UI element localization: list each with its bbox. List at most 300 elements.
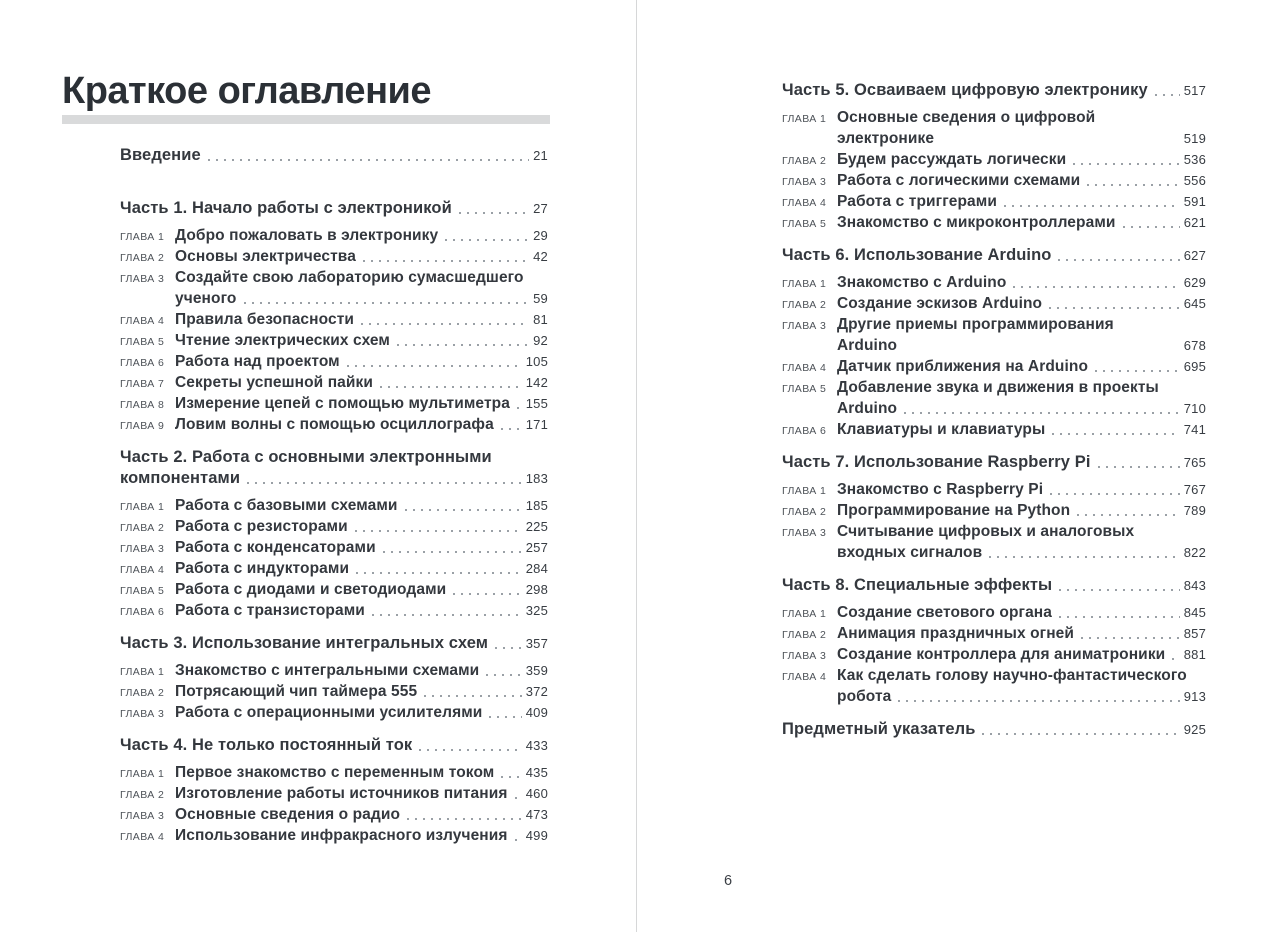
dot-leader	[1004, 205, 1180, 207]
chapter-list	[782, 602, 1206, 707]
chapter-title: Клавиатуры и клавиатуры	[837, 421, 1046, 438]
chapter-title: Изготовление работы источников питания	[175, 785, 508, 802]
dot-leader	[1049, 307, 1180, 309]
dot-leader	[1087, 184, 1179, 186]
dot-leader	[380, 386, 522, 388]
chapter-title: Другие приемы программирования Arduino	[837, 316, 1114, 354]
chapter-entry	[782, 293, 1206, 314]
page-ref: 460	[525, 786, 548, 801]
page-ref: 29	[533, 228, 548, 243]
toc-row	[120, 735, 548, 756]
toc-row	[782, 452, 1206, 473]
chapter-label: ГЛАВА 4	[782, 196, 827, 209]
chapter-body	[175, 372, 548, 393]
chapter-body	[175, 558, 548, 579]
chapter-title: Будем рассуждать логически	[837, 151, 1067, 168]
chapter-list	[120, 762, 548, 846]
toc-row	[120, 633, 548, 654]
dot-leader	[453, 593, 521, 595]
toc-row	[175, 825, 548, 846]
chapter-title-line2: Arduino	[837, 400, 898, 417]
chapter-body	[175, 225, 548, 246]
chapter-label: ГЛАВА 2	[120, 788, 165, 801]
toc-row	[175, 762, 548, 783]
chapter-title-line1: Добавление звука и движения в проекты	[837, 379, 1159, 396]
chapter-title: Работа с операционными усилителями	[175, 704, 483, 721]
chapter-body	[175, 495, 548, 516]
page-ref: 372	[525, 684, 548, 699]
chapter-body	[837, 665, 1206, 707]
chapter-entry	[782, 500, 1206, 521]
toc-row	[175, 516, 548, 537]
toc-section	[120, 633, 548, 723]
toc-section	[120, 145, 548, 166]
chapter-list	[782, 479, 1206, 563]
page-ref: 591	[1183, 194, 1206, 209]
chapter-body	[837, 314, 1206, 356]
chapter-label: ГЛАВА 3	[782, 175, 827, 188]
page-ref: 695	[1183, 359, 1206, 374]
page-ref: 710	[1183, 401, 1206, 416]
toc-section	[782, 80, 1206, 233]
chapter-entry	[782, 644, 1206, 665]
chapter-title: Основные сведения о цифровой электронике	[837, 109, 1096, 147]
chapter-entry	[120, 372, 548, 393]
page-ref: 298	[525, 582, 548, 597]
page-ref: 325	[525, 603, 548, 618]
page-ref: 92	[533, 333, 548, 348]
chapter-label: ГЛАВА 2	[120, 686, 165, 699]
chapter-title: Правила безопасности	[175, 311, 355, 328]
chapter-entry	[120, 579, 548, 600]
dot-leader	[1081, 637, 1180, 639]
chapter-list	[120, 495, 548, 621]
toc-row	[175, 558, 548, 579]
toc-row	[782, 575, 1206, 596]
dot-leader	[1172, 658, 1179, 660]
page-ref: 257	[525, 540, 548, 555]
chapter-label: ГЛАВА 1	[782, 112, 827, 125]
page-ref: 536	[1183, 152, 1206, 167]
chapter-label: ГЛАВА 5	[120, 584, 165, 597]
page-ref: 59	[533, 291, 548, 306]
section-heading: Часть 6. Использование Arduino	[782, 246, 1052, 264]
chapter-entry	[782, 107, 1206, 149]
chapter-label: ГЛАВА 3	[120, 809, 165, 822]
dot-leader	[495, 647, 522, 649]
page-ref: 435	[525, 765, 548, 780]
toc-row	[175, 393, 548, 414]
page-ref: 881	[1183, 647, 1206, 662]
chapter-body	[837, 500, 1206, 521]
chapter-body	[175, 537, 548, 558]
page-ref: 155	[525, 396, 548, 411]
section-heading: Часть 1. Начало работы с электроникой	[120, 199, 452, 217]
chapter-label: ГЛАВА 3	[120, 707, 165, 720]
chapter-label: ГЛАВА 9	[120, 419, 165, 432]
toc-row	[175, 372, 548, 393]
chapter-body	[837, 191, 1206, 212]
page-ref: 142	[525, 375, 548, 390]
chapter-body	[837, 479, 1206, 500]
chapter-entry	[120, 330, 548, 351]
toc-row	[175, 495, 548, 516]
chapter-entry	[120, 825, 548, 846]
toc-row	[175, 579, 548, 600]
page-title: Краткое оглавление	[62, 70, 432, 112]
toc-row	[837, 479, 1206, 500]
page-ref: 925	[1183, 722, 1206, 737]
dot-leader	[363, 260, 529, 262]
page-ref: 519	[1183, 131, 1206, 146]
toc-row	[175, 288, 548, 309]
page-ref: 27	[533, 201, 548, 216]
toc-row	[175, 600, 548, 621]
chapter-entry	[782, 212, 1206, 233]
toc-row	[837, 170, 1206, 191]
chapter-title-line2: входных сигналов	[837, 544, 983, 561]
chapter-body	[837, 377, 1206, 419]
chapter-title: Работа над проектом	[175, 353, 340, 370]
chapter-entry	[120, 537, 548, 558]
page-ref: 765	[1183, 455, 1206, 470]
chapter-label: ГЛАВА 3	[120, 272, 165, 285]
chapter-body	[837, 272, 1206, 293]
page-ref: 913	[1183, 689, 1206, 704]
chapter-title: Работа с конденсаторами	[175, 539, 376, 556]
chapter-entry	[120, 225, 548, 246]
chapter-entry	[120, 783, 548, 804]
dot-leader	[1059, 589, 1179, 591]
page-ref: 767	[1183, 482, 1206, 497]
toc-section	[782, 452, 1206, 563]
chapter-title: Основы электричества	[175, 248, 356, 265]
toc-row	[120, 468, 548, 489]
chapter-body	[175, 825, 548, 846]
toc-row	[782, 719, 1206, 740]
chapter-label: ГЛАВА 5	[782, 217, 827, 230]
toc-row	[120, 198, 548, 219]
chapter-title: Работа с индукторами	[175, 560, 350, 577]
dot-leader	[247, 482, 522, 484]
dot-leader	[517, 407, 522, 409]
dot-leader	[486, 674, 521, 676]
page-ref: 105	[525, 354, 548, 369]
chapter-entry	[120, 414, 548, 435]
toc-row	[175, 537, 548, 558]
chapter-title: Работа с транзисторами	[175, 602, 365, 619]
toc-row	[175, 702, 548, 723]
section-heading: Предметный указатель	[782, 720, 976, 738]
dot-leader	[361, 323, 529, 325]
chapter-label: ГЛАВА 4	[120, 314, 165, 327]
toc-row	[837, 293, 1206, 314]
page-ref: 171	[525, 417, 548, 432]
dot-leader	[982, 733, 1179, 735]
dot-leader	[419, 749, 521, 751]
chapter-label: ГЛАВА 2	[782, 628, 827, 641]
chapter-label: ГЛАВА 4	[782, 670, 827, 683]
page-ref: 185	[525, 498, 548, 513]
section-heading: Введение	[120, 146, 201, 164]
section-heading: Часть 7. Использование Raspberry Pi	[782, 453, 1091, 471]
chapter-entry	[782, 602, 1206, 623]
page-ref: 357	[525, 636, 548, 651]
chapter-title: Секреты успешной пайки	[175, 374, 374, 391]
chapter-label: ГЛАВА 1	[120, 230, 165, 243]
page-ref: 845	[1183, 605, 1206, 620]
toc-row	[175, 351, 548, 372]
toc-section	[120, 735, 548, 846]
chapter-entry	[782, 314, 1206, 356]
page-ref: 517	[1183, 83, 1206, 98]
page-ref: 183	[525, 471, 548, 486]
chapter-label: ГЛАВА 3	[782, 319, 827, 332]
chapter-label: ГЛАВА 6	[782, 424, 827, 437]
chapter-entry	[120, 660, 548, 681]
page-ref: 789	[1183, 503, 1206, 518]
chapter-entry	[782, 479, 1206, 500]
chapter-label: ГЛАВА 4	[120, 830, 165, 843]
chapter-body	[837, 107, 1206, 149]
chapter-label: ГЛАВА 4	[782, 361, 827, 374]
toc-row	[175, 246, 548, 267]
dot-leader	[1155, 94, 1180, 96]
dot-leader	[356, 572, 522, 574]
page-ref: 857	[1183, 626, 1206, 641]
chapter-title: Работа с логическими схемами	[837, 172, 1081, 189]
page-ref: 822	[1183, 545, 1206, 560]
chapter-title: Работа с резисторами	[175, 518, 348, 535]
section-heading-line1: Часть 2. Работа с основными электронными	[120, 448, 492, 466]
dot-leader	[1095, 370, 1180, 372]
chapter-title: Создание контроллера для аниматроники	[837, 646, 1166, 663]
dot-leader	[501, 776, 521, 778]
chapter-title: Работа с триггерами	[837, 193, 997, 210]
chapter-body	[175, 267, 548, 309]
dot-leader	[355, 530, 522, 532]
toc-row	[837, 500, 1206, 521]
chapter-entry	[120, 495, 548, 516]
chapter-label: ГЛАВА 1	[782, 277, 827, 290]
chapter-body	[837, 602, 1206, 623]
chapter-entry	[782, 170, 1206, 191]
toc-row	[175, 330, 548, 351]
chapter-entry	[120, 309, 548, 330]
dot-leader	[424, 695, 521, 697]
chapter-title: Первое знакомство с переменным током	[175, 764, 495, 781]
toc-row	[837, 272, 1206, 293]
dot-leader	[489, 716, 521, 718]
chapter-entry	[782, 191, 1206, 212]
chapter-entry	[120, 246, 548, 267]
chapter-title-line1: Считывание цифровых и аналоговых	[837, 523, 1135, 540]
toc-row	[782, 80, 1206, 101]
page-ref: 645	[1183, 296, 1206, 311]
chapter-title: Создание эскизов Arduino	[837, 295, 1043, 312]
chapter-body	[837, 419, 1206, 440]
toc-row	[837, 356, 1206, 377]
dot-leader	[501, 428, 522, 430]
dot-leader	[898, 700, 1179, 702]
chapter-title: Создание светового органа	[837, 604, 1052, 621]
page-gutter-line	[636, 0, 637, 932]
dot-leader	[445, 239, 529, 241]
page-ref: 473	[525, 807, 548, 822]
chapter-body	[175, 804, 548, 825]
section-heading: Часть 3. Использование интегральных схем	[120, 634, 489, 652]
page-ref: 284	[525, 561, 548, 576]
dot-leader	[515, 839, 522, 841]
dot-leader	[383, 551, 522, 553]
chapter-title-line2: робота	[837, 688, 892, 705]
chapter-title: Знакомство с микроконтроллерами	[837, 214, 1116, 231]
chapter-label: ГЛАВА 5	[782, 382, 827, 395]
page-ref: 409	[525, 705, 548, 720]
chapter-label: ГЛАВА 3	[782, 649, 827, 662]
chapter-entry	[120, 702, 548, 723]
toc-row	[837, 644, 1206, 665]
section-heading-line2: компонентами	[120, 469, 241, 487]
toc-row	[837, 419, 1206, 440]
toc-row	[837, 623, 1206, 644]
chapter-title: Добро пожаловать в электронику	[175, 227, 439, 244]
chapter-title: Потрясающий чип таймера 555	[175, 683, 418, 700]
chapter-entry	[120, 393, 548, 414]
dot-leader	[989, 556, 1179, 558]
toc-row	[175, 309, 548, 330]
chapter-body	[837, 356, 1206, 377]
chapter-list	[120, 225, 548, 435]
dot-leader	[372, 614, 522, 616]
chapter-title: Знакомство с Raspberry Pi	[837, 481, 1044, 498]
chapter-body	[175, 783, 548, 804]
chapter-label: ГЛАВА 7	[120, 377, 165, 390]
dot-leader	[1123, 226, 1180, 228]
dot-leader	[405, 509, 522, 511]
dot-leader	[1058, 259, 1179, 261]
chapter-entry	[782, 377, 1206, 419]
chapter-list	[782, 272, 1206, 440]
toc-row	[837, 602, 1206, 623]
toc-row	[837, 191, 1206, 212]
chapter-body	[175, 681, 548, 702]
toc-row	[837, 314, 1206, 356]
page-ref: 42	[533, 249, 548, 264]
chapter-entry	[782, 665, 1206, 707]
chapter-list	[782, 107, 1206, 233]
toc-row	[837, 149, 1206, 170]
dot-leader	[347, 365, 522, 367]
chapter-label: ГЛАВА 2	[782, 298, 827, 311]
page-ref: 433	[525, 738, 548, 753]
chapter-label: ГЛАВА 1	[120, 500, 165, 513]
chapter-label: ГЛАВА 2	[782, 505, 827, 518]
section-heading: Часть 8. Специальные эффекты	[782, 576, 1053, 594]
chapter-body	[175, 762, 548, 783]
dot-leader	[1098, 466, 1180, 468]
section-heading: Часть 5. Осваиваем цифровую электронику	[782, 81, 1148, 99]
chapter-title: Работа с базовыми схемами	[175, 497, 398, 514]
dot-leader	[1050, 493, 1180, 495]
chapter-body	[175, 579, 548, 600]
chapter-body	[837, 623, 1206, 644]
dot-leader	[407, 818, 522, 820]
chapter-label: ГЛАВА 8	[120, 398, 165, 411]
dot-leader	[244, 302, 530, 304]
toc-row	[837, 542, 1206, 563]
chapter-body	[175, 351, 548, 372]
chapter-body	[837, 293, 1206, 314]
chapter-body	[175, 393, 548, 414]
page-ref: 556	[1183, 173, 1206, 188]
chapter-entry	[120, 600, 548, 621]
dot-leader	[1073, 163, 1179, 165]
toc-row	[782, 245, 1206, 266]
page-ref: 627	[1183, 248, 1206, 263]
chapter-label: ГЛАВА 1	[782, 607, 827, 620]
chapter-entry	[120, 681, 548, 702]
chapter-title-line1: Как сделать голову научно-фантастического	[837, 667, 1187, 684]
title-underline-rule	[62, 115, 550, 124]
chapter-entry	[782, 272, 1206, 293]
chapter-title: Знакомство с интегральными схемами	[175, 662, 480, 679]
dot-leader	[1077, 514, 1180, 516]
page-ref: 678	[1183, 338, 1206, 353]
page-ref: 499	[525, 828, 548, 843]
toc-left-column	[120, 145, 548, 846]
toc-row	[175, 225, 548, 246]
chapter-label: ГЛАВА 2	[120, 251, 165, 264]
toc-section	[782, 245, 1206, 440]
toc-row	[120, 145, 548, 166]
toc-row	[175, 681, 548, 702]
chapter-entry	[782, 419, 1206, 440]
chapter-title-line2: ученого	[175, 290, 237, 307]
page-number: 6	[723, 873, 733, 889]
chapter-title: Измерение цепей с помощью мультиметра	[175, 395, 510, 412]
chapter-label: ГЛАВА 2	[120, 521, 165, 534]
chapter-body	[175, 660, 548, 681]
page-ref: 359	[525, 663, 548, 678]
page-ref: 21	[533, 148, 548, 163]
toc-section	[782, 575, 1206, 707]
chapter-title: Ловим волны с помощью осциллографа	[175, 416, 494, 433]
toc-row	[837, 686, 1206, 707]
chapter-body	[837, 212, 1206, 233]
toc-row	[837, 398, 1206, 419]
chapter-label: ГЛАВА 6	[120, 605, 165, 618]
chapter-title: Анимация праздничных огней	[837, 625, 1075, 642]
page-ref: 741	[1183, 422, 1206, 437]
chapter-body	[175, 330, 548, 351]
page-ref: 629	[1183, 275, 1206, 290]
chapter-label: ГЛАВА 5	[120, 335, 165, 348]
toc-right-column	[782, 80, 1206, 740]
chapter-title: Знакомство с Arduino	[837, 274, 1007, 291]
chapter-body	[837, 644, 1206, 665]
page-ref: 621	[1183, 215, 1206, 230]
chapter-body	[837, 521, 1206, 563]
chapter-label: ГЛАВА 6	[120, 356, 165, 369]
chapter-title: Датчик приближения на Arduino	[837, 358, 1089, 375]
dot-leader	[1052, 433, 1179, 435]
dot-leader	[515, 797, 522, 799]
chapter-entry	[782, 356, 1206, 377]
page-ref: 225	[525, 519, 548, 534]
page-ref: 81	[533, 312, 548, 327]
chapter-label: ГЛАВА 3	[120, 542, 165, 555]
